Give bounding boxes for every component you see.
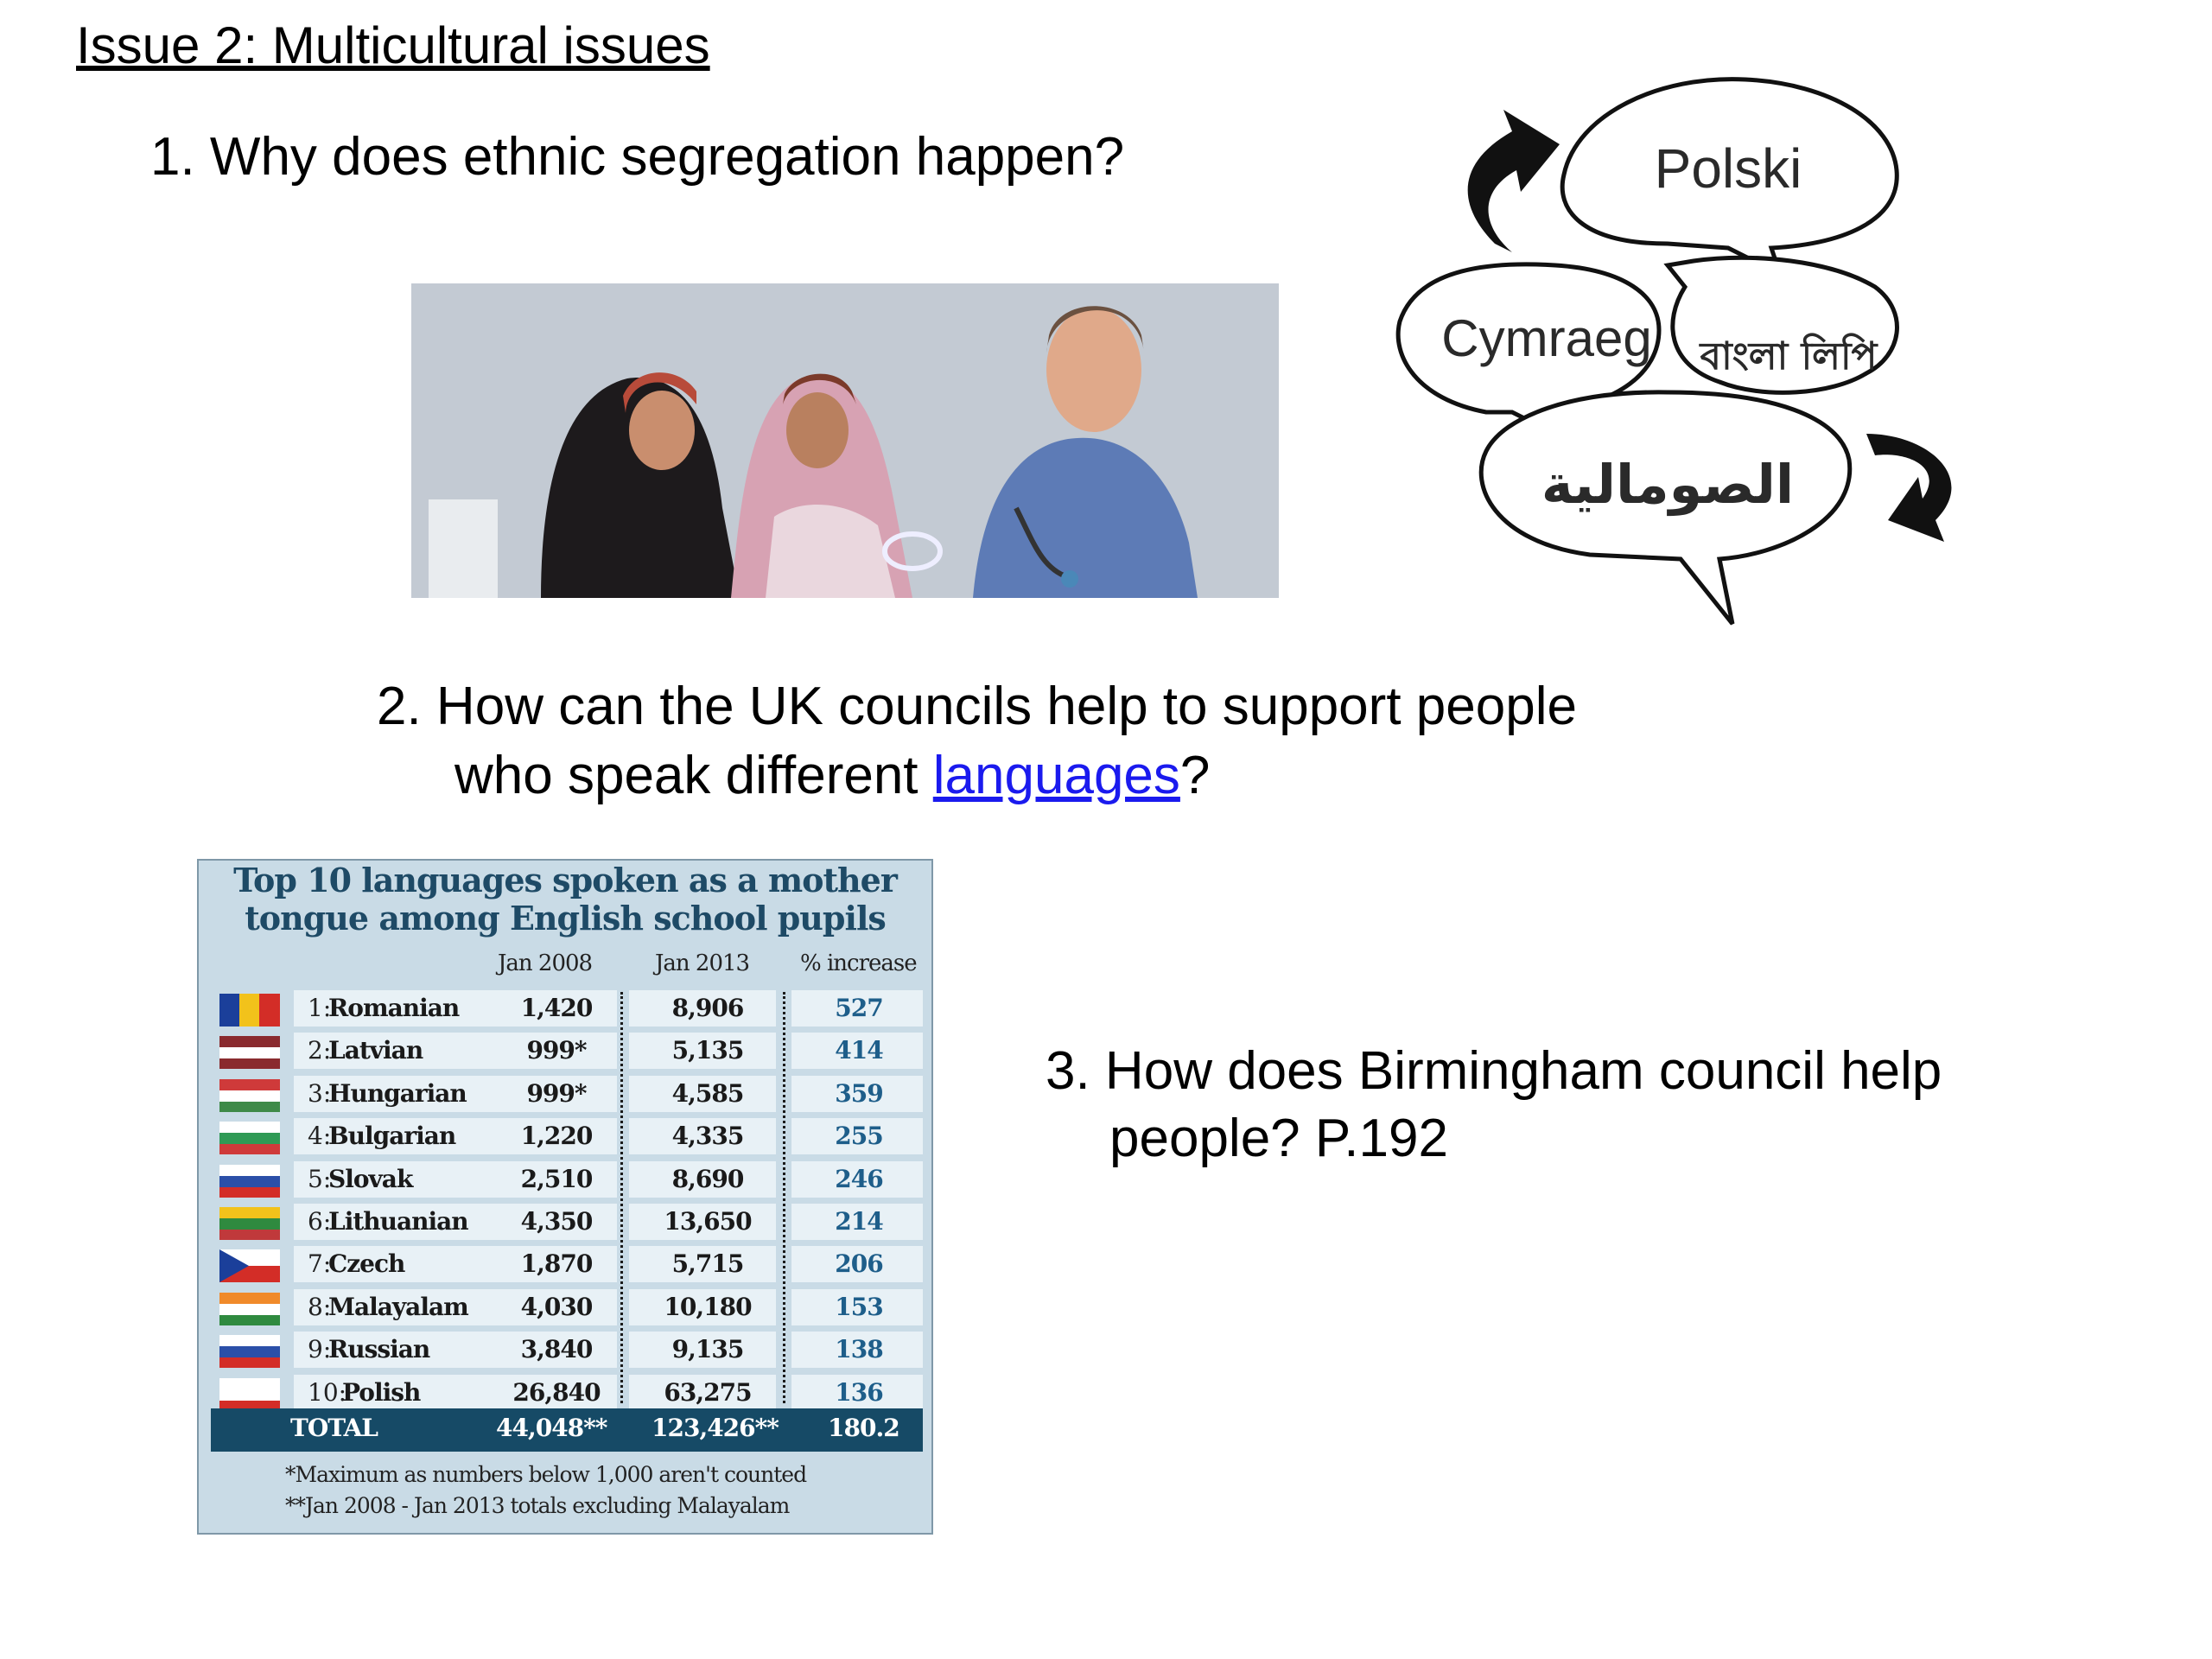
row-language: Polish [342, 1377, 421, 1407]
total-increase: 180.2 [828, 1414, 899, 1442]
table-footnote-2: **Jan 2008 - Jan 2013 totals excluding Malayalam [285, 1493, 790, 1518]
row-jan2008: 3,840 [520, 1335, 593, 1364]
row-jan2008: 999* [526, 1078, 587, 1108]
row-increase: 138 [835, 1335, 883, 1364]
flag-icon [219, 1378, 280, 1411]
row-language: Romanian [328, 994, 460, 1022]
row-increase: 414 [835, 1036, 883, 1065]
row-jan2008: 1,220 [520, 1122, 593, 1151]
row-jan2013: 8,906 [671, 994, 744, 1022]
row-language: Malayalam [328, 1292, 468, 1321]
row-jan2008: 4,030 [520, 1292, 593, 1321]
row-jan2013: 8,690 [671, 1164, 744, 1193]
question-2-line-1: 2. How can the UK councils help to support people [377, 677, 1577, 736]
flag-icon [219, 1249, 280, 1282]
bubble-polski-text: Polski [1654, 137, 1802, 200]
flag-icon [219, 1079, 280, 1112]
row-jan2013: 4,335 [671, 1122, 744, 1151]
flag-icon [219, 1335, 280, 1368]
total-label: TOTAL [290, 1414, 378, 1442]
row-increase: 206 [835, 1249, 883, 1279]
row-language: Lithuanian [328, 1207, 468, 1236]
row-jan2008: 999* [526, 1036, 587, 1065]
row-jan2008: 2,510 [520, 1164, 593, 1193]
table-row [211, 1161, 923, 1199]
table-row [211, 1332, 923, 1370]
total-jan2013: 123,426** [652, 1414, 779, 1442]
total-jan2008: 44,048** [496, 1414, 607, 1442]
bubble-cymraeg-text: Cymraeg [1441, 309, 1652, 367]
languages-table [197, 859, 933, 1535]
table-row [211, 1204, 923, 1242]
row-rank: 5: [308, 1164, 332, 1193]
question-1: 1. Why does ethnic segregation happen? [150, 127, 1125, 187]
table-row [211, 1076, 923, 1114]
question-2-suffix: ? [1179, 746, 1211, 805]
row-rank: 1: [308, 994, 332, 1022]
row-rank: 8: [308, 1292, 332, 1321]
language-speech-bubbles [1382, 71, 1987, 632]
row-increase: 246 [835, 1164, 883, 1193]
row-rank: 4: [308, 1122, 332, 1151]
table-row [211, 1289, 923, 1327]
question-2-line-2 [454, 745, 1210, 806]
row-increase: 359 [835, 1078, 883, 1108]
col-header-jan2013: Jan 2013 [655, 950, 750, 976]
flag-icon [219, 1165, 280, 1198]
row-language: Hungarian [328, 1078, 467, 1108]
row-jan2008: 26,840 [512, 1377, 601, 1407]
consultation-photo [411, 283, 1279, 598]
col-header-increase: % increase [800, 950, 917, 976]
row-jan2013: 10,180 [664, 1292, 752, 1321]
row-language: Russian [328, 1335, 430, 1364]
row-increase: 136 [835, 1377, 883, 1407]
table-row [211, 1033, 923, 1071]
question-3-line-1: 3. How does Birmingham council help [1046, 1041, 1942, 1101]
flag-icon [219, 1036, 280, 1069]
question-3-line-2: people? P.192 [1109, 1109, 1448, 1168]
question-2-prefix: who speak different [454, 746, 933, 805]
flag-icon [219, 994, 280, 1027]
row-increase: 255 [835, 1122, 883, 1151]
row-language: Czech [328, 1249, 405, 1279]
table-title-line-2: tongue among English school pupils [245, 899, 886, 938]
row-jan2013: 13,650 [664, 1207, 752, 1236]
row-jan2008: 4,350 [520, 1207, 593, 1236]
row-rank: 10: [308, 1377, 347, 1407]
bubble-bangla-text: বাংলা লিপি [1700, 334, 1878, 378]
row-increase: 527 [835, 994, 883, 1022]
flag-icon [219, 1122, 280, 1154]
row-increase: 214 [835, 1207, 883, 1236]
flag-icon [219, 1293, 280, 1325]
languages-link[interactable]: languages [932, 746, 1180, 805]
table-title-line-1: Top 10 languages spoken as a mother [233, 861, 897, 899]
flag-icon [219, 1207, 280, 1240]
row-jan2013: 5,715 [671, 1249, 744, 1279]
row-rank: 2: [308, 1036, 332, 1065]
row-jan2013: 9,135 [671, 1335, 744, 1364]
table-total-row [211, 1408, 923, 1452]
row-rank: 9: [308, 1335, 332, 1364]
row-rank: 6: [308, 1207, 332, 1236]
table-footnote-1: *Maximum as numbers below 1,000 aren't counted [285, 1462, 807, 1487]
row-language: Slovak [328, 1164, 413, 1193]
slide-title: Issue 2: Multicultural issues [76, 16, 710, 74]
table-row [211, 1118, 923, 1156]
row-language: Latvian [328, 1036, 423, 1065]
table-row [211, 990, 923, 1028]
row-jan2008: 1,420 [520, 994, 593, 1022]
row-rank: 7: [308, 1249, 332, 1279]
col-header-jan2008: Jan 2008 [498, 950, 593, 976]
row-jan2013: 63,275 [664, 1377, 752, 1407]
table-row [211, 1375, 923, 1413]
row-increase: 153 [835, 1292, 883, 1321]
row-language: Bulgarian [328, 1122, 456, 1151]
bubble-somali-text: الصومالية [1541, 453, 1795, 516]
table-row [211, 1246, 923, 1284]
row-jan2013: 5,135 [671, 1036, 744, 1065]
row-rank: 3: [308, 1078, 332, 1108]
row-jan2013: 4,585 [671, 1078, 744, 1108]
row-jan2008: 1,870 [520, 1249, 593, 1279]
